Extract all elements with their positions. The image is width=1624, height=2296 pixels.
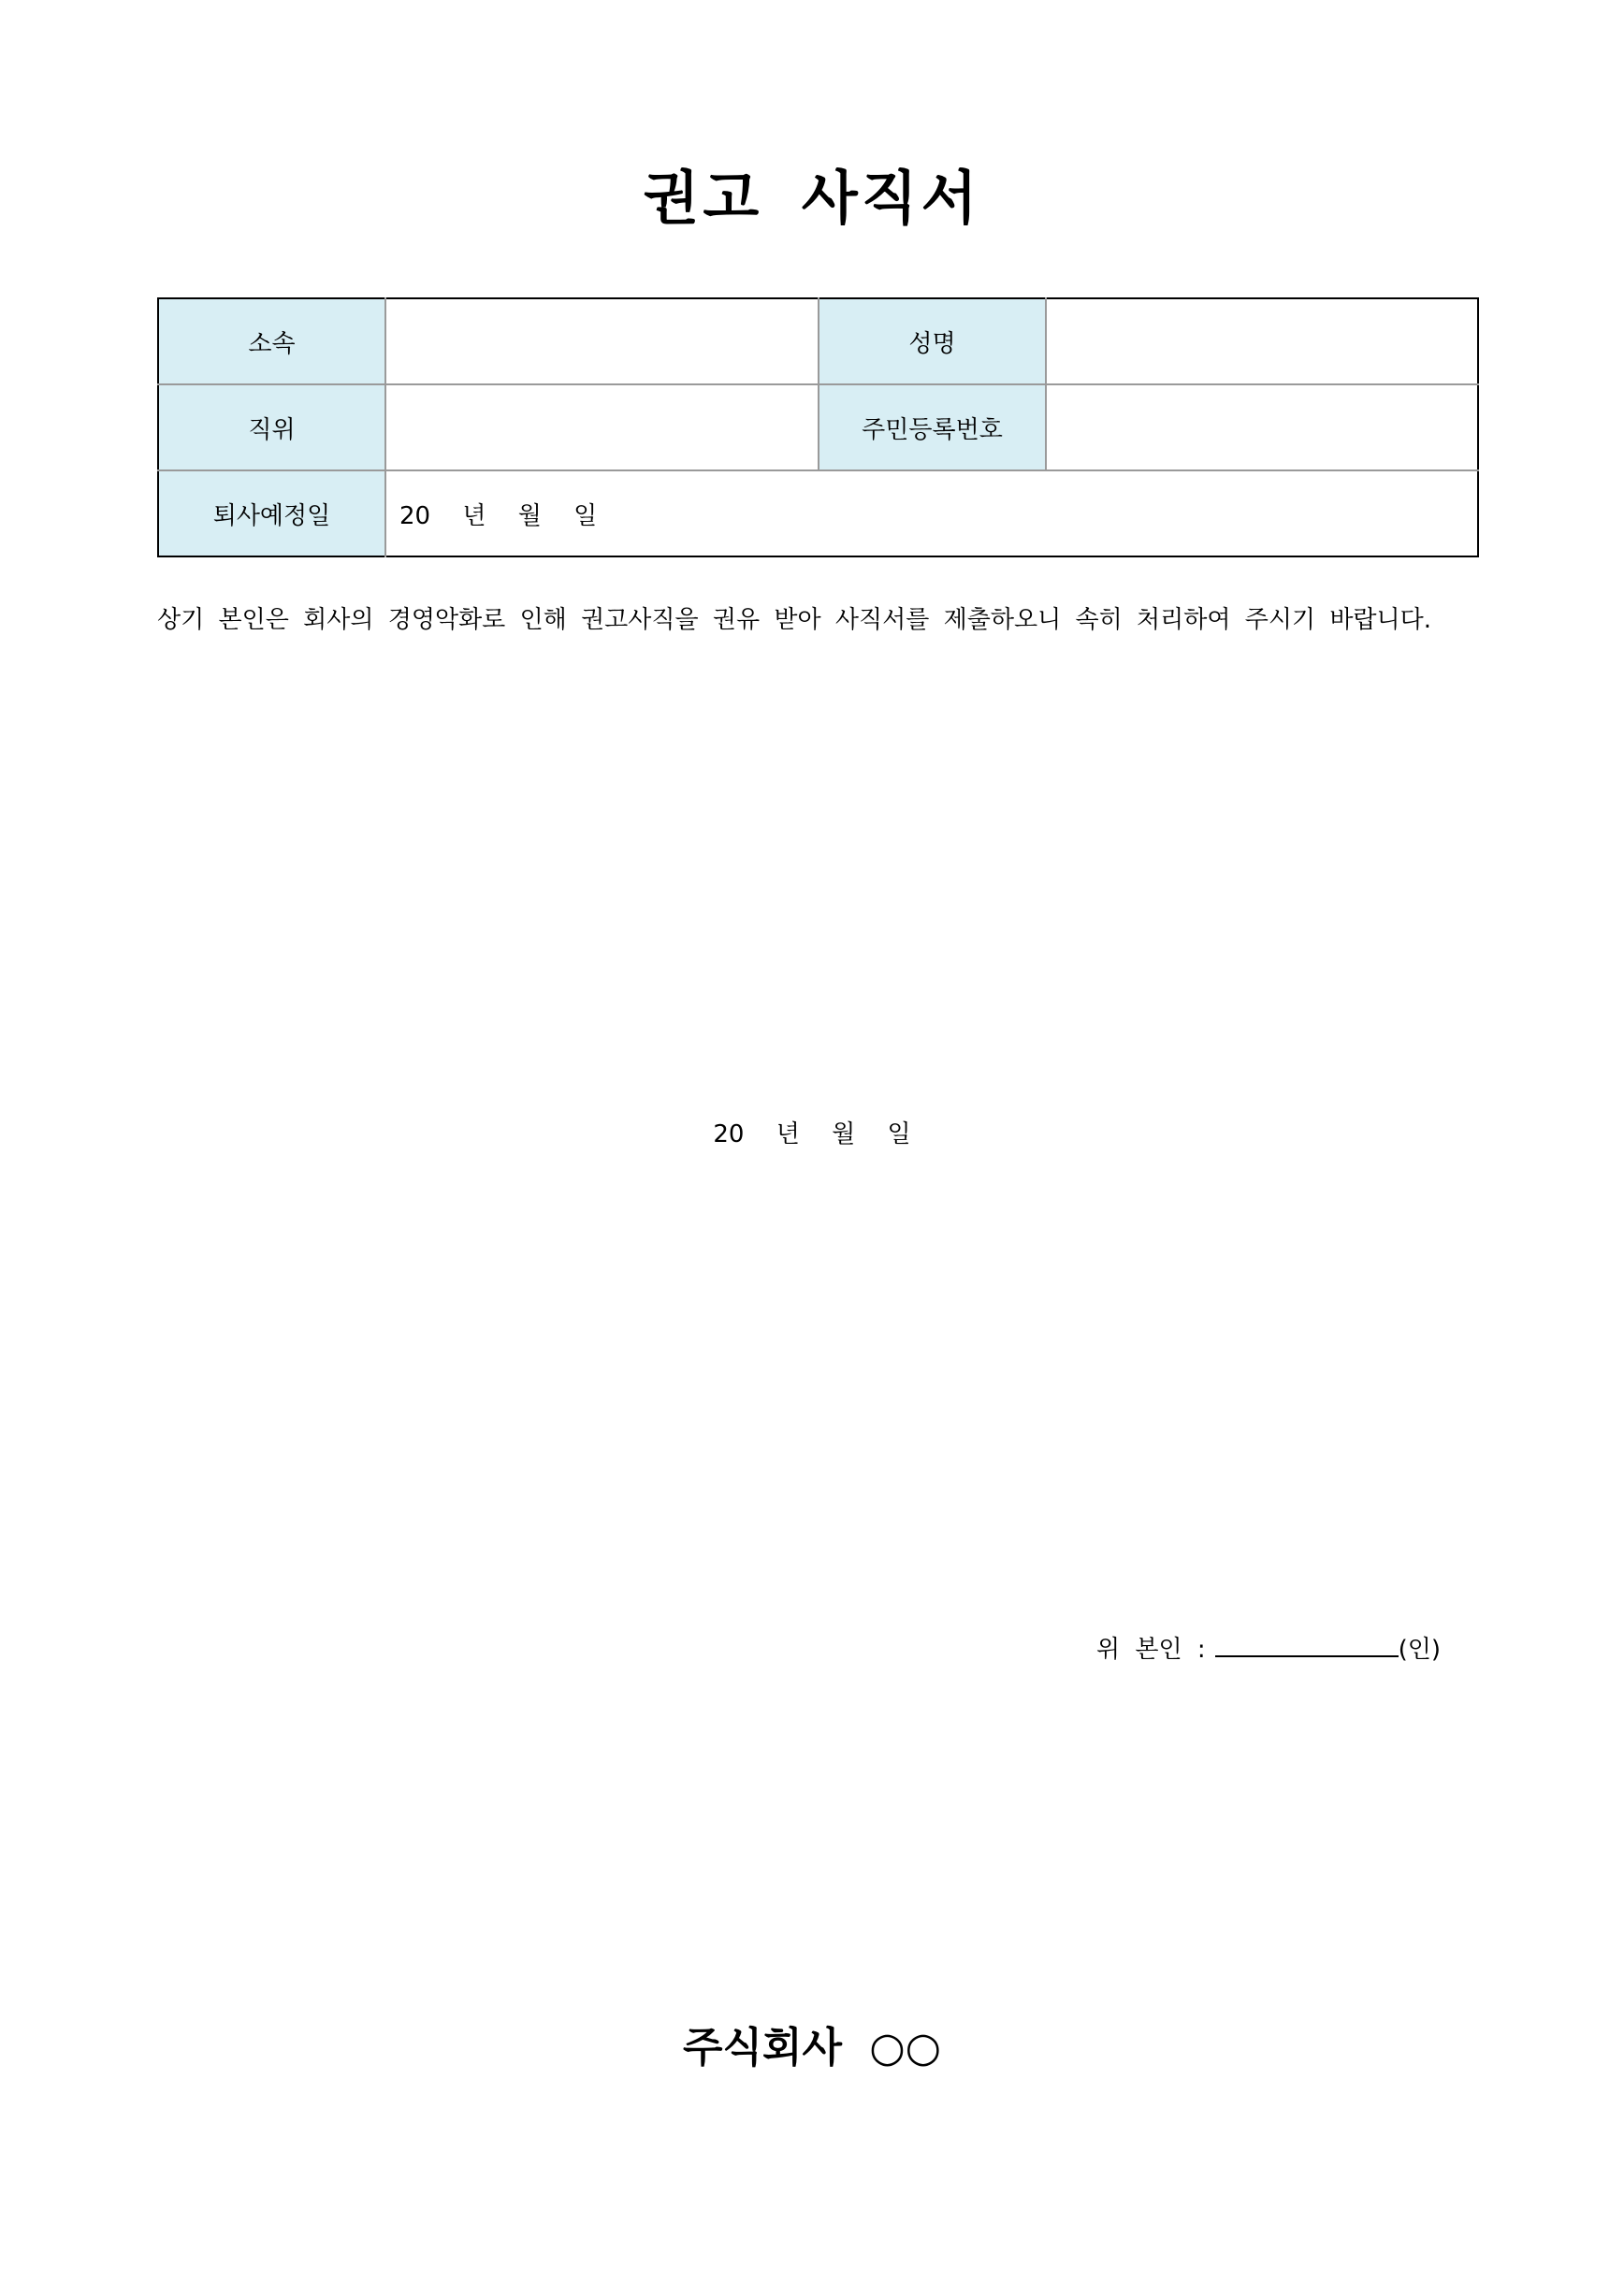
- resident-number-label: 주민등록번호: [819, 384, 1046, 470]
- resignation-date-field[interactable]: 20 년 월 일: [385, 470, 1478, 556]
- affiliation-label: 소속: [158, 298, 385, 384]
- seal-mark: (인): [1398, 1636, 1441, 1664]
- company-name: 주식회사 ○○: [682, 2024, 942, 2072]
- signature-line: [1096, 1631, 1441, 1667]
- statement-text: 상기 본인은 회사의 경영악화로 인해 권고사직을 권유 받아 사직서를 제출하오니 속히 처리하여 주시기 바랍니다.: [157, 606, 1432, 634]
- document-date: 20 년 월 일: [713, 1120, 911, 1148]
- info-table: [157, 297, 1479, 557]
- affiliation-field[interactable]: [385, 298, 819, 384]
- resident-number-field[interactable]: [1046, 384, 1478, 470]
- signature-label: 위 본인 :: [1095, 1636, 1206, 1664]
- signature-field[interactable]: [1215, 1631, 1399, 1657]
- table-row: [158, 384, 1478, 470]
- page-title: 권고 사직서: [643, 164, 981, 232]
- resignation-date-label: 퇴사예정일: [158, 470, 385, 556]
- position-field[interactable]: [385, 384, 819, 470]
- position-label: 직위: [158, 384, 385, 470]
- name-label: 성명: [819, 298, 1046, 384]
- table-row: [158, 298, 1478, 384]
- name-field[interactable]: [1046, 298, 1478, 384]
- table-row: [158, 470, 1478, 556]
